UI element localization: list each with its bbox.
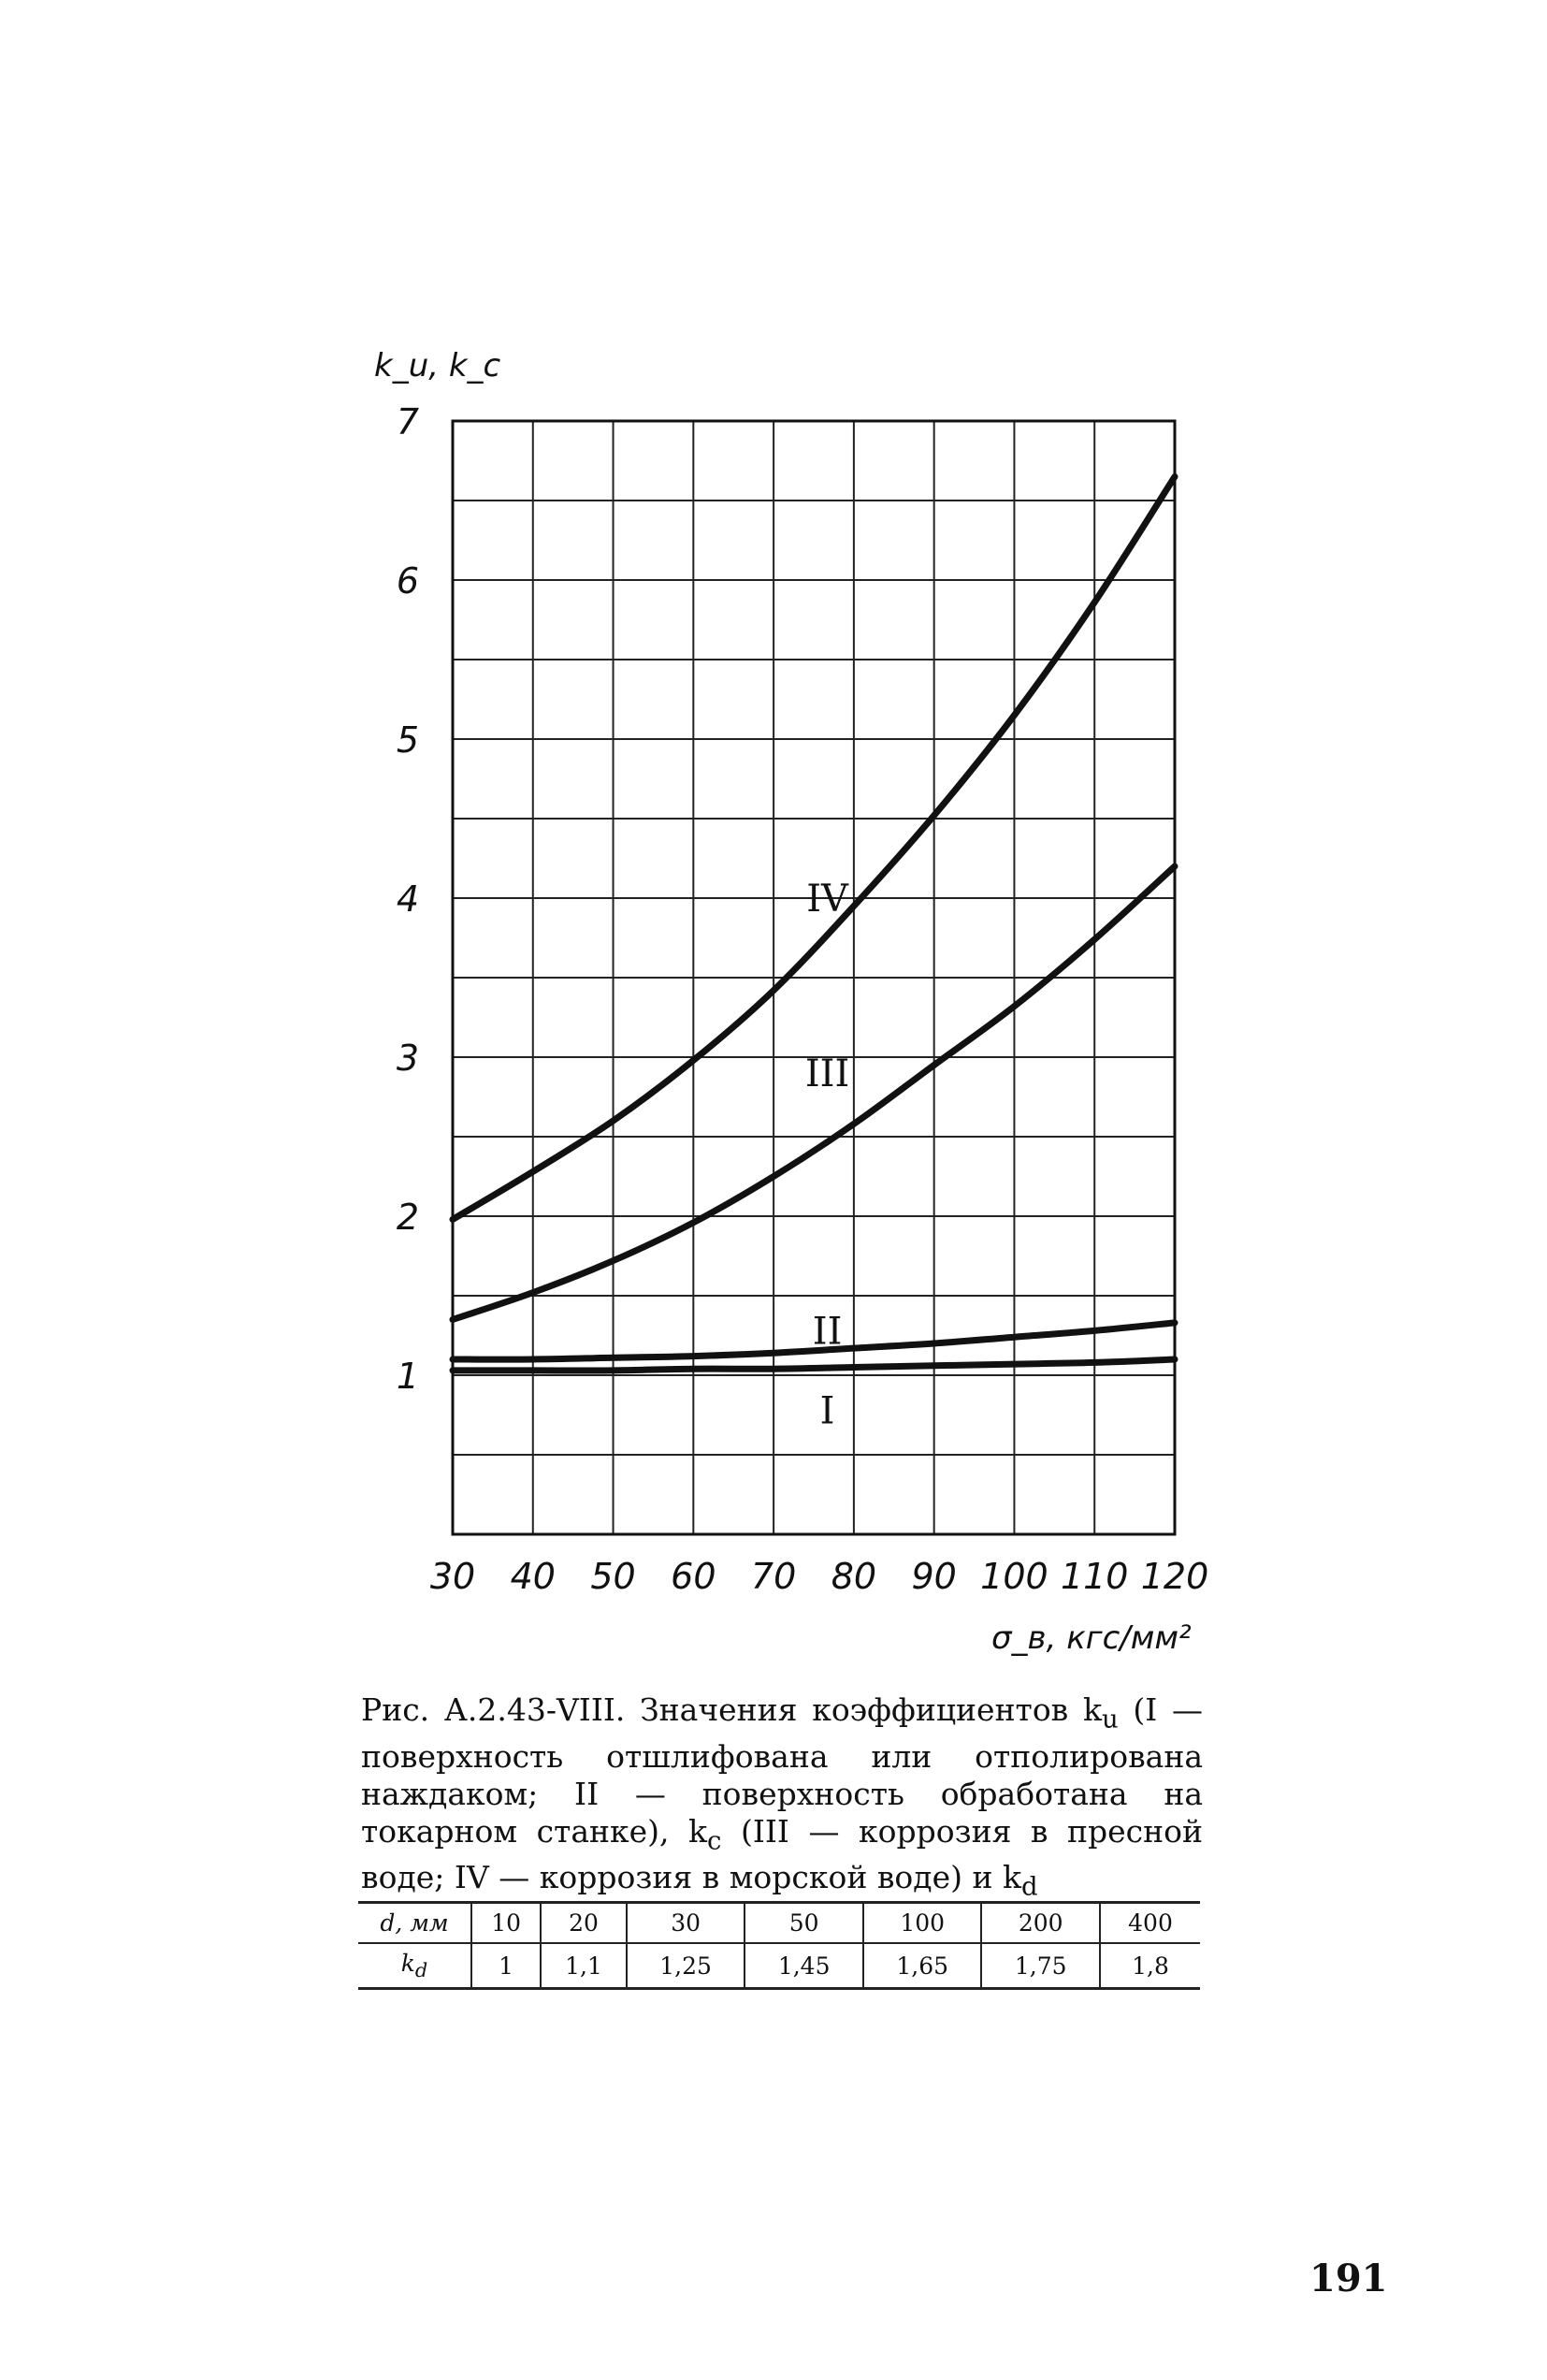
caption-sub-c: c	[707, 1825, 722, 1856]
table-row-d	[358, 1903, 1200, 1944]
table-cell: 10	[471, 1903, 541, 1944]
table-cell: 1,75	[981, 1943, 1100, 1989]
curve-label-IV: IV	[806, 878, 848, 921]
x-tick-label: 70	[750, 1556, 797, 1597]
y-tick-label: 7	[396, 401, 420, 443]
caption-text-1: Рис. А.2.43-VIII. Значения коэффициентов k	[361, 1691, 1102, 1728]
table-row-kd	[358, 1943, 1200, 1989]
curve-label-III: III	[804, 1052, 850, 1096]
table-cell: 200	[981, 1903, 1100, 1944]
x-tick-label: 80	[831, 1556, 877, 1597]
caption-text-2: (I — поверхность отшлифована или отполирована наждаком; II — поверхность обработана на токарном станке), k	[361, 1691, 1203, 1850]
figure-caption	[361, 1691, 1203, 1906]
y-tick-label: 4	[396, 878, 420, 920]
table-cell: 1,8	[1100, 1943, 1200, 1989]
curve-IV	[453, 477, 1175, 1220]
x-tick-label: 30	[429, 1556, 476, 1597]
y-axis-label: k_u, k_c	[374, 347, 501, 385]
caption-sub-u: u	[1101, 1704, 1119, 1734]
curve-label-II: II	[812, 1310, 843, 1354]
table-cell: 20	[541, 1903, 627, 1944]
chart-curves	[453, 477, 1175, 1371]
kd-label: k	[400, 1950, 415, 1977]
table-row-label-kd	[358, 1943, 471, 1989]
y-tick-labels	[397, 401, 419, 1397]
table-cell: 1,45	[745, 1943, 863, 1989]
table-cell: 1	[471, 1943, 541, 1989]
kd-table	[358, 1901, 1200, 1990]
x-tick-labels	[430, 1556, 1208, 1597]
table-cell: 1,65	[863, 1943, 982, 1989]
table-cell: 400	[1100, 1903, 1200, 1944]
y-tick-label: 3	[396, 1038, 420, 1079]
x-tick-label: 60	[671, 1556, 716, 1597]
x-tick-label: 90	[911, 1556, 957, 1597]
caption-sub-d: d	[1021, 1871, 1038, 1902]
caption-text-3: (III — коррозия в пресной воде; IV — коррозия в морской воде) и k	[361, 1812, 1204, 1896]
x-tick-label: 120	[1140, 1556, 1209, 1597]
y-tick-label: 5	[396, 719, 420, 761]
table-cell: 30	[627, 1903, 745, 1944]
table-cell: 1,1	[541, 1943, 627, 1989]
table-cell: 50	[745, 1903, 863, 1944]
x-tick-label: 100	[980, 1556, 1048, 1597]
curve-label-I: I	[819, 1389, 835, 1433]
table-cell: 100	[863, 1903, 982, 1944]
x-tick-label: 110	[1060, 1556, 1129, 1597]
kd-label-sub: d	[414, 1959, 428, 1981]
y-tick-label: 2	[396, 1197, 420, 1238]
page-number: 191	[1309, 2257, 1388, 2300]
table-cell: 1,25	[627, 1943, 745, 1989]
x-tick-label: 50	[590, 1556, 636, 1597]
x-axis-label: σ_в, кгс/мм²	[991, 1619, 1192, 1657]
table-row-label-d: d, мм	[358, 1903, 471, 1944]
y-tick-label: 6	[396, 560, 420, 602]
y-tick-label: 1	[396, 1356, 420, 1397]
x-tick-label: 40	[510, 1556, 556, 1597]
